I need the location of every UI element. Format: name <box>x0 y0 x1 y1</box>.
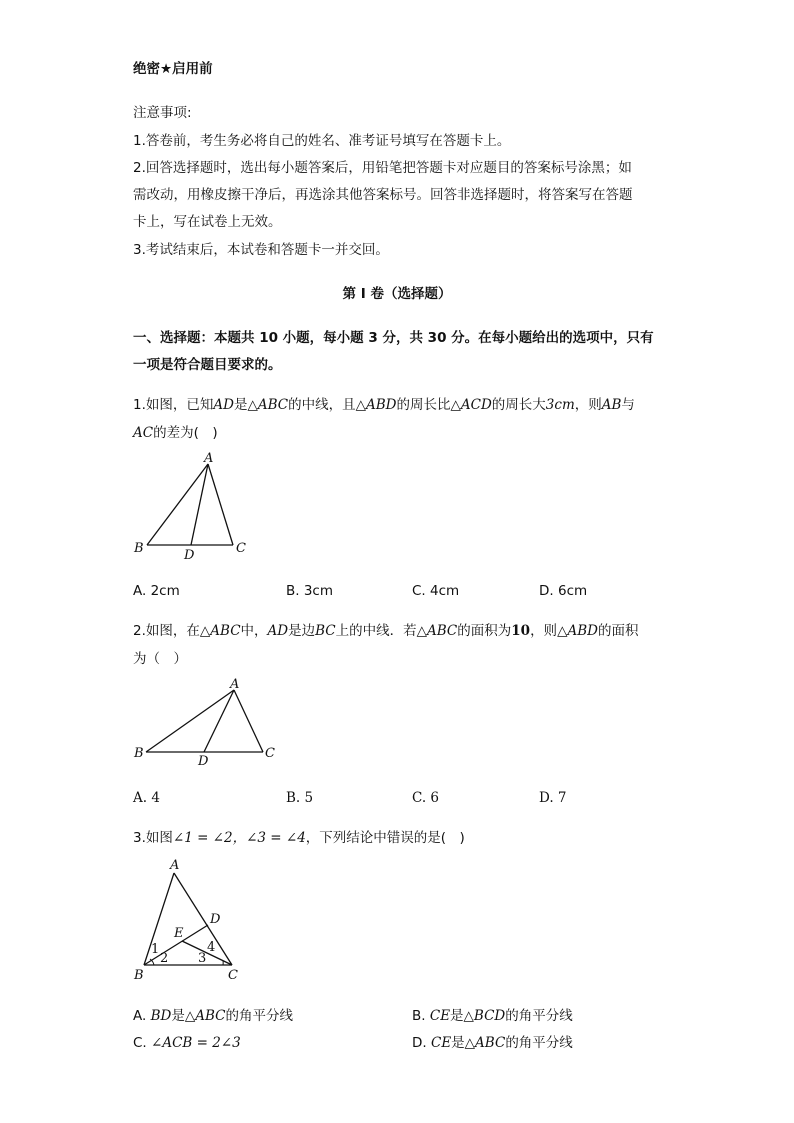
q1-math: AC <box>133 425 154 441</box>
notice-item-2-line-1: 2.回答选择题时，选出每小题答案后，用铅笔把答题卡对应题目的答案标号涂黑；如 <box>133 160 632 176</box>
q3-option-prefix: C. <box>133 1035 152 1051</box>
q2-segment-AB <box>146 690 234 752</box>
q2-number: 10 <box>511 623 531 639</box>
q1-stem-line-1 <box>133 396 635 414</box>
q2-option-c[interactable]: C. 6 <box>412 790 440 806</box>
notice-item-2-line-2: 需改动，用橡皮擦干净后，再选涂其他答案标号。回答非选择题时，将答案写在答题 <box>133 187 633 203</box>
q2-segment-AD <box>204 690 234 752</box>
q2-math: AD <box>267 623 289 639</box>
q1-math: △ABD <box>355 397 397 413</box>
q1-figure <box>130 450 260 569</box>
q1-text: 与 <box>621 397 635 413</box>
q3-math: △ABC <box>464 1035 506 1051</box>
q3-option-d[interactable] <box>412 1034 573 1052</box>
q3-angle-3: 3 <box>198 951 207 966</box>
q2-label-D: D <box>198 754 209 769</box>
q3-text: 3.如图 <box>133 830 173 846</box>
q1-math: △ABC <box>247 397 289 413</box>
q3-option-prefix: B. <box>412 1008 430 1024</box>
q2-text: 2.如图，在 <box>133 623 200 639</box>
q3-text: 的角平分线 <box>225 1008 293 1024</box>
q2-label-C: C <box>265 746 275 761</box>
q1-text: ，则 <box>574 397 602 413</box>
q2-math: △ABD <box>557 623 598 639</box>
q2-math: △ABC <box>199 623 241 639</box>
q3-option-c[interactable] <box>133 1034 241 1052</box>
q1-math: △ACD <box>450 397 492 413</box>
q3-angle-1: 1 <box>151 942 160 957</box>
q3-text: 是 <box>450 1008 464 1024</box>
q2-label-B: B <box>134 746 144 761</box>
q3-option-prefix: A. <box>133 1008 151 1024</box>
q1-label-A: A <box>204 451 214 466</box>
notice-title: 注意事项: <box>133 105 192 121</box>
q2-text: ，则 <box>530 623 558 639</box>
q3-math: ∠ACB = 2∠3 <box>151 1035 241 1051</box>
q3-math: BD <box>150 1008 172 1024</box>
q1-text: 1.如图，已知 <box>133 397 214 413</box>
q1-label-C: C <box>236 541 246 556</box>
q2-text: 的面积为 <box>457 623 512 639</box>
q2-stem-line-1 <box>133 622 638 640</box>
q3-text: ，下列结论中错误的是( ) <box>305 830 465 846</box>
q2-option-b[interactable]: B. 5 <box>286 790 314 806</box>
q1-text: 的周长大 <box>491 397 546 413</box>
q2-segment-AC <box>234 690 263 752</box>
volume-title: 第 I 卷（选择题） <box>342 286 452 302</box>
q3-math: ∠1 = ∠2，∠3 = ∠4 <box>172 830 306 846</box>
q3-math: CE <box>430 1035 452 1051</box>
q2-label-A: A <box>230 677 240 692</box>
notice-item-3: 3.考试结束后，本试卷和答题卡一并交回。 <box>133 242 389 258</box>
q3-text: 是 <box>171 1008 185 1024</box>
q2-figure <box>130 676 280 775</box>
q3-option-prefix: D. <box>412 1035 431 1051</box>
q2-option-a[interactable]: A. 4 <box>133 790 160 806</box>
q3-stem-line-1 <box>133 829 465 847</box>
q1-text: 的差为( ) <box>153 425 218 441</box>
q2-text: 是边 <box>288 623 316 639</box>
q3-figure <box>130 855 250 989</box>
q1-text: 是 <box>233 397 248 413</box>
q3-math: △ABC <box>184 1008 226 1024</box>
q1-label-D: D <box>184 548 195 563</box>
q1-option-c[interactable]: C. 4cm <box>412 583 460 599</box>
confidential-label: 绝密★启用前 <box>133 61 213 77</box>
q1-math: AD <box>213 397 234 413</box>
q2-text: 的面积 <box>597 623 639 639</box>
section-heading-line-1: 一、选择题：本题共 10 小题，每小题 3 分，共 30 分。在每小题给出的选项中，只有 <box>133 330 654 346</box>
q1-text: 的中线，且 <box>288 397 356 413</box>
q1-option-a[interactable]: A. 2cm <box>133 583 180 599</box>
q3-math: CE <box>429 1008 451 1024</box>
q3-option-a[interactable] <box>133 1007 293 1025</box>
q3-label-B: B <box>134 968 144 983</box>
q3-label-E: E <box>174 926 184 941</box>
q3-label-C: C <box>228 968 238 983</box>
q1-label-B: B <box>134 541 144 556</box>
notice-item-1: 1.答卷前，考生务必将自己的姓名、准考证号填写在答题卡上。 <box>133 133 511 149</box>
q3-text: 的角平分线 <box>505 1035 573 1051</box>
q3-label-A: A <box>170 858 180 873</box>
q2-math: △ABC <box>416 623 458 639</box>
notice-item-2-line-3: 卡上，写在试卷上无效。 <box>133 214 282 230</box>
q1-text: 的周长比 <box>396 397 451 413</box>
q1-math: AB <box>601 397 622 413</box>
q1-option-d[interactable]: D. 6cm <box>539 583 588 599</box>
q1-segment-AC <box>208 464 233 545</box>
q3-text: 的角平分线 <box>505 1008 573 1024</box>
q3-angle-4: 4 <box>207 940 216 955</box>
q2-math: BC <box>315 623 336 639</box>
q1-option-b[interactable]: B. 3cm <box>286 583 334 599</box>
section-heading-line-2: 一项是符合题目要求的。 <box>133 357 282 373</box>
q1-stem-line-2 <box>133 424 218 442</box>
q3-option-b[interactable] <box>412 1007 573 1025</box>
q3-text: 是 <box>451 1035 465 1051</box>
q3-label-D: D <box>210 912 221 927</box>
q2-option-d[interactable]: D. 7 <box>539 790 567 806</box>
q3-math: △BCD <box>463 1008 506 1024</box>
q2-stem-line-2: 为（ ） <box>133 651 187 667</box>
q2-text: 中， <box>240 623 268 639</box>
q3-angle-2: 2 <box>160 951 169 966</box>
q1-math: 3cm <box>545 397 575 413</box>
q2-text: 上的中线．若 <box>335 623 417 639</box>
